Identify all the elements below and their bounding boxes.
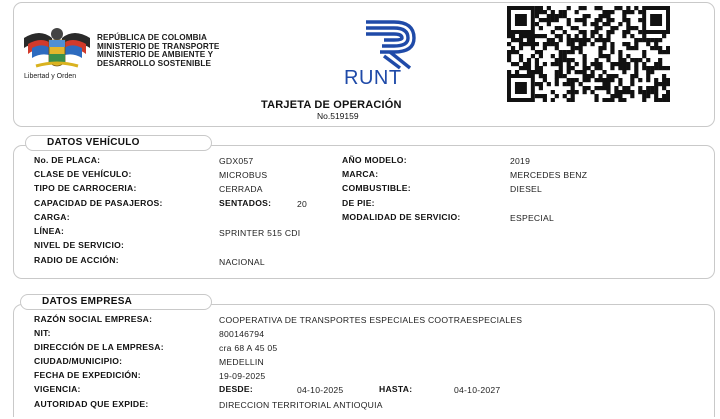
validity-label: VIGENCIA:	[34, 384, 81, 394]
service-mode-value: ESPECIAL	[510, 213, 555, 223]
qr-finder-pattern	[642, 6, 670, 34]
document-number: No.519159	[317, 111, 359, 121]
colombia-coat-of-arms-icon	[22, 26, 92, 72]
ministry-line: MINISTERIO DE TRANSPORTE	[97, 41, 220, 51]
company-name-label: RAZÓN SOCIAL EMPRESA:	[34, 314, 153, 324]
body-type-label: TIPO DE CARROCERIA:	[34, 183, 137, 193]
range-value: NACIONAL	[219, 257, 265, 267]
seated-value: 20	[297, 199, 308, 209]
address-value: cra 68 A 45 05	[219, 343, 278, 353]
crest-caption: Libertad y Orden	[24, 73, 77, 80]
service-mode-label: MODALIDAD DE SERVICIO:	[342, 212, 461, 222]
ministry-line: REPÚBLICA DE COLOMBIA	[97, 33, 208, 42]
authority-label: AUTORIDAD QUE EXPIDE:	[34, 399, 149, 409]
valid-from-label: DESDE:	[219, 384, 253, 394]
model-year-value: 2019	[510, 156, 531, 166]
address-label: DIRECCIÓN DE LA EMPRESA:	[34, 342, 164, 352]
line-label: LÍNEA:	[34, 226, 65, 236]
document-title: TARJETA DE OPERACIÓN	[261, 99, 402, 111]
brand-label: MARCA:	[342, 169, 379, 179]
capacity-label: CAPACIDAD DE PASAJEROS:	[34, 198, 163, 208]
valid-to-value: 04-10-2027	[454, 385, 501, 395]
qr-code	[507, 6, 670, 102]
fuel-value: DIESEL	[510, 184, 543, 194]
vehicle-section-title: DATOS VEHÍCULO	[25, 135, 212, 151]
service-level-label: NIVEL DE SERVICIO:	[34, 240, 125, 250]
ministry-line: MINISTERIO DE AMBIENTE Y	[97, 50, 214, 60]
body-type-value: CERRADA	[219, 184, 263, 194]
range-label: RADIO DE ACCIÓN:	[34, 255, 119, 265]
ministry-line: DESARROLLO SOSTENIBLE	[97, 58, 212, 68]
qr-finder-pattern	[507, 74, 535, 102]
fuel-label: COMBUSTIBLE:	[342, 183, 411, 193]
city-value: MEDELLIN	[219, 357, 264, 367]
model-year-label: AÑO MODELO:	[342, 155, 407, 165]
runt-logo-text: RUNT	[344, 67, 402, 89]
company-name-value: COOPERATIVA DE TRANSPORTES ESPECIALES COOTRAESPECIALES	[219, 315, 523, 325]
valid-from-value: 04-10-2025	[297, 385, 344, 395]
qr-finder-pattern	[507, 6, 535, 34]
city-label: CIUDAD/MUNICIPIO:	[34, 356, 123, 366]
authority-value: DIRECCION TERRITORIAL ANTIOQUIA	[219, 400, 383, 410]
plate-label: No. DE PLACA:	[34, 155, 101, 165]
valid-to-label: HASTA:	[379, 384, 413, 394]
company-section-title: DATOS EMPRESA	[20, 294, 212, 310]
line-value: SPRINTER 515 CDI	[219, 228, 301, 238]
nit-value: 800146794	[219, 329, 265, 339]
cargo-label: CARGA:	[34, 212, 70, 222]
brand-value: MERCEDES BENZ	[510, 170, 588, 180]
vehicle-class-label: CLASE DE VEHÍCULO:	[34, 169, 132, 179]
standing-label: DE PIE:	[342, 198, 375, 208]
issue-date-value: 19-09-2025	[219, 371, 266, 381]
ministry-block	[97, 34, 220, 68]
plate-value: GDX057	[219, 156, 254, 166]
seated-label: SENTADOS:	[219, 198, 272, 208]
runt-logo-icon	[352, 16, 426, 70]
vehicle-class-value: MICROBUS	[219, 170, 268, 180]
issue-date-label: FECHA DE EXPEDICIÓN:	[34, 370, 141, 380]
nit-label: NIT:	[34, 328, 51, 338]
